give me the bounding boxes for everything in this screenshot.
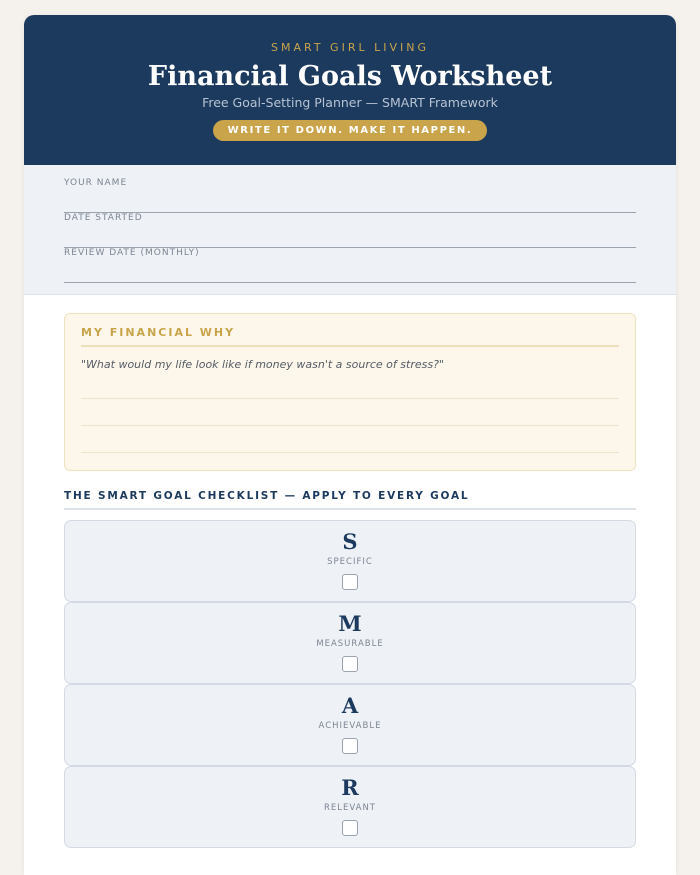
- smart-checklist: [64, 520, 636, 848]
- smart-word: SPECIFIC: [327, 557, 373, 567]
- review-date-field[interactable]: [64, 248, 636, 283]
- smart-letter: R: [341, 775, 359, 800]
- tagline-badge: WRITE IT DOWN. MAKE IT HAPPEN.: [213, 120, 488, 141]
- achievable-checkbox[interactable]: [342, 738, 358, 754]
- worksheet: [24, 15, 676, 875]
- brand-name: SMART GIRL LIVING: [271, 41, 429, 54]
- smart-word: RELEVANT: [323, 803, 377, 813]
- review-date-label: REVIEW DATE (MONTHLY): [64, 248, 200, 258]
- smart-card-relevant: [64, 766, 636, 848]
- page-subtitle: Free Goal-Setting Planner — SMART Framework: [202, 95, 498, 110]
- page-title: Financial Goals Worksheet: [147, 61, 553, 92]
- name-field-label: YOUR NAME: [64, 178, 128, 188]
- smart-letter: S: [342, 529, 358, 554]
- financial-why-prompt: "What would my life look like if money wasn't a source of stress?": [81, 358, 444, 371]
- smart-card-achievable: [64, 684, 636, 766]
- relevant-checkbox[interactable]: [342, 820, 358, 836]
- name-field[interactable]: [64, 178, 636, 213]
- smart-word: MEASURABLE: [316, 639, 384, 649]
- measurable-checkbox[interactable]: [342, 656, 358, 672]
- smart-word: ACHIEVABLE: [318, 721, 382, 731]
- smart-card-specific: [64, 520, 636, 602]
- why-write-line[interactable]: [81, 426, 619, 453]
- date-started-label: DATE STARTED: [64, 213, 143, 223]
- specific-checkbox[interactable]: [342, 574, 358, 590]
- worksheet-header: [24, 15, 676, 165]
- why-write-line[interactable]: [81, 372, 619, 399]
- checklist-title: THE SMART GOAL CHECKLIST — APPLY TO EVERY GOAL: [64, 489, 636, 510]
- smart-letter: M: [338, 611, 362, 636]
- smart-letter: A: [341, 693, 359, 718]
- date-started-field[interactable]: [64, 213, 636, 248]
- financial-why-box: [64, 313, 636, 471]
- smart-card-measurable: [64, 602, 636, 684]
- why-write-line[interactable]: [81, 399, 619, 426]
- info-fields: [24, 165, 676, 295]
- financial-why-title: MY FINANCIAL WHY: [81, 326, 619, 347]
